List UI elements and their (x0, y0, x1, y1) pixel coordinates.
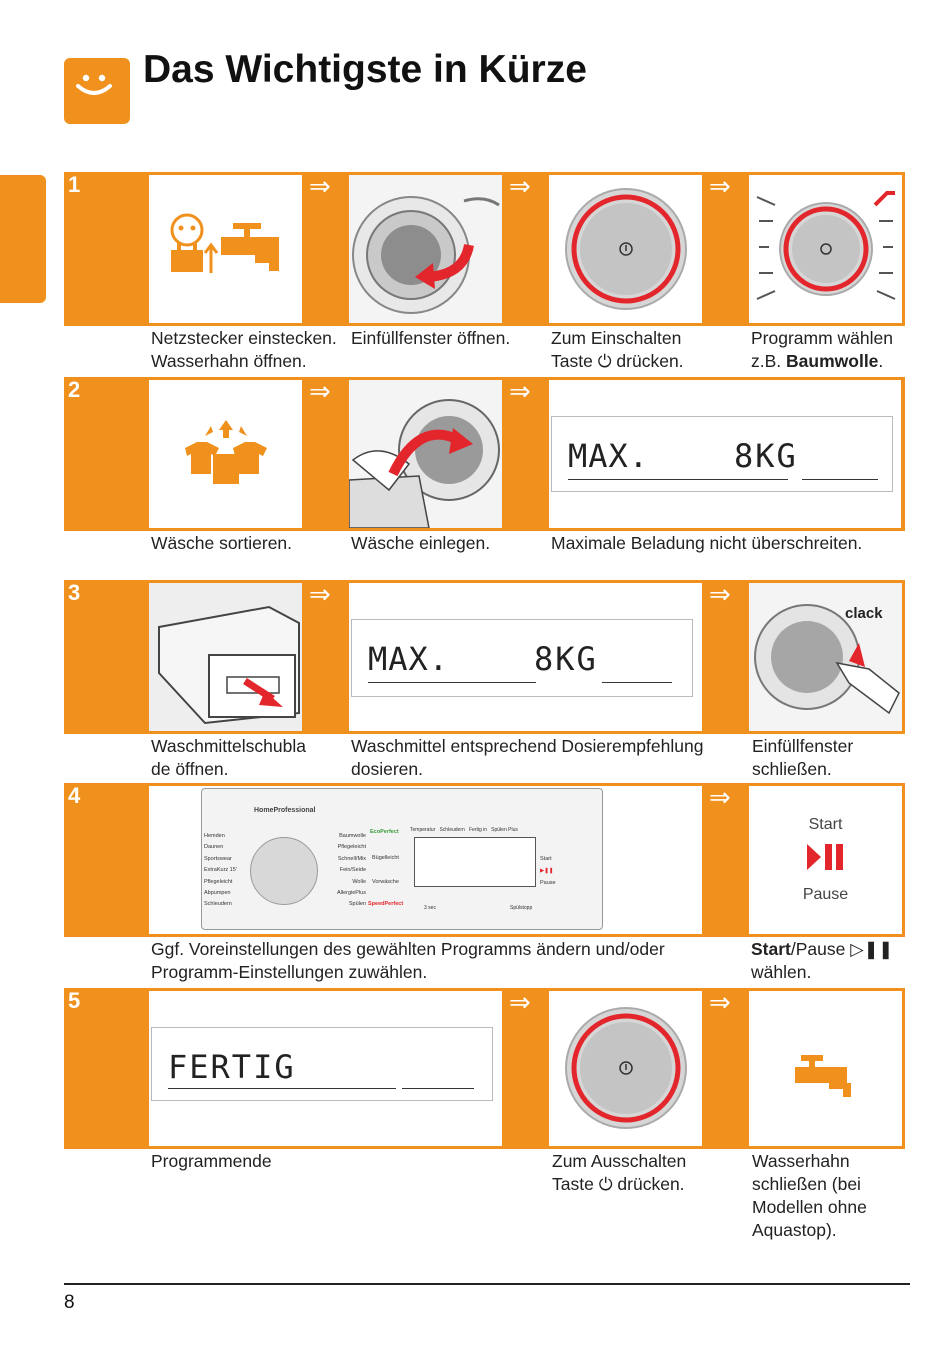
caption-2b: Wäsche einlegen. (351, 533, 491, 553)
caption-3c: Einfüllfenster schließen. (752, 736, 854, 779)
arrow-right-icon: ⇒ (709, 782, 731, 812)
arrow-right-icon: ⇒ (509, 171, 531, 201)
arrow-right-icon: ⇒ (709, 171, 731, 201)
arrow-right-icon: ⇒ (709, 579, 731, 609)
eco-perfect-button[interactable]: EcoPerfect (370, 829, 399, 835)
step-4a-panel (149, 786, 702, 934)
play-pause-icon: ▷❚❚ (850, 939, 894, 959)
step-2a-image (149, 380, 302, 528)
pause-label: Pause (802, 886, 849, 903)
smiley-icon (64, 58, 130, 124)
caption-1a: Netzstecker einstecken. Wasserhahn öffnen. (151, 328, 337, 371)
step-3c-image (749, 583, 902, 731)
step-1a-image (149, 175, 302, 323)
speed-perfect-button[interactable]: SpeedPerfect (368, 901, 404, 907)
arrow-right-icon: ⇒ (309, 376, 331, 406)
caption-3a: Waschmittelschubla de öffnen. (151, 736, 306, 779)
caption-4b: Start/Pause ▷❚❚ wählen. (751, 939, 894, 982)
start-label: Start (808, 816, 843, 833)
sort-laundry-icon (149, 380, 302, 528)
step-2b-image (349, 380, 502, 528)
caption-4a: Ggf. Voreinstellungen des gewählten Programms ändern und/oder Programm-Einstellungen zuwählen. (151, 939, 665, 982)
step-3-number: 3 (68, 580, 81, 605)
display-fertig: FERTIG (168, 1048, 296, 1086)
start-pause-button[interactable]: Start ▶❚❚ Pause (540, 856, 556, 886)
step-3b-panel (349, 583, 702, 731)
spuelstopp-button[interactable]: Spülstopp (510, 905, 533, 911)
tap-icon (221, 223, 279, 271)
step-1-number: 1 (68, 172, 81, 197)
lcd-display (551, 416, 893, 492)
lcd-display (351, 619, 693, 697)
lcd-small (414, 837, 536, 887)
step-3a-image (149, 583, 302, 731)
socket-icon (172, 215, 202, 245)
step-1c-image (549, 175, 702, 323)
caption-5a: Programmende (151, 1151, 272, 1171)
step-4b-image (749, 786, 902, 934)
caption-2a: Wäsche sortieren. (151, 533, 293, 553)
power-icon: ⏻ (597, 351, 612, 371)
lcd-display (151, 1027, 493, 1101)
step-2-number: 2 (68, 377, 81, 402)
buegelleicht-button[interactable]: Bügelleicht (372, 855, 399, 861)
step-4-number: 4 (68, 783, 81, 808)
caption-1d: Programm wählen z.B. Baumwolle. (751, 328, 893, 371)
play-pause-icon (805, 842, 845, 877)
brand-label: HomeProfessional (254, 807, 316, 814)
caption-3b: Waschmittel entsprechend Dosierempfehlung dosieren. (351, 736, 704, 779)
arrow-right-icon: ⇒ (509, 376, 531, 406)
program-dial[interactable] (250, 837, 318, 905)
caption-2c: Maximale Beladung nicht überschreiten. (551, 533, 863, 553)
caption-1b: Einfüllfenster öffnen. (351, 328, 511, 348)
step-2c-panel (549, 380, 901, 528)
vorwaesche-button[interactable]: Vorwäsche (372, 879, 399, 885)
page-number: 8 (64, 1292, 75, 1313)
step-5a-panel (149, 991, 502, 1146)
caption-1c: Zum Einschalten Taste ⏻ drücken. (551, 328, 684, 371)
caption-5b: Zum Ausschalten Taste ⏻ drücken. (552, 1151, 687, 1194)
page-title: Das Wichtigste in Kürze (143, 48, 587, 91)
arrow-right-icon: ⇒ (709, 987, 731, 1017)
arrow-right-icon: ⇒ (309, 579, 331, 609)
clack-label: clack (845, 605, 883, 622)
arrow-right-icon: ⇒ (509, 987, 531, 1017)
caption-5c: Wasserhahn schließen (bei Modellen ohne Aquastop). (752, 1151, 867, 1240)
step-5b-image (549, 991, 702, 1146)
display-kg: 8KG (534, 640, 598, 678)
tap-icon (749, 991, 902, 1146)
footer-divider (64, 1283, 910, 1285)
chapter-tab (0, 175, 46, 303)
step-5c-image (749, 991, 902, 1146)
step-5-number: 5 (68, 988, 81, 1013)
power-icon: ⏻ (598, 1174, 613, 1194)
step-1d-image (749, 175, 902, 323)
display-max: MAX. (368, 640, 450, 678)
display-max: MAX. (568, 437, 650, 475)
step-1b-image (349, 175, 502, 323)
control-panel: HomeProfessional Hemden Daunen Sportswear ExtraKurz 15' Pflegeleicht Abpumpen Schleudern Baumwolle Pflegeleicht Schnell/Mix Fein/Seide Wolle AllergiePlus Spülen EcoPerfect Bügelleicht Vorwäsche SpeedPerfect Temperatur Schleudern Fertig in Spülen Plus Start ▶❚❚ Pause 3 sec Spülstopp (201, 788, 603, 930)
display-kg: 8KG (734, 437, 798, 475)
arrow-right-icon: ⇒ (309, 171, 331, 201)
